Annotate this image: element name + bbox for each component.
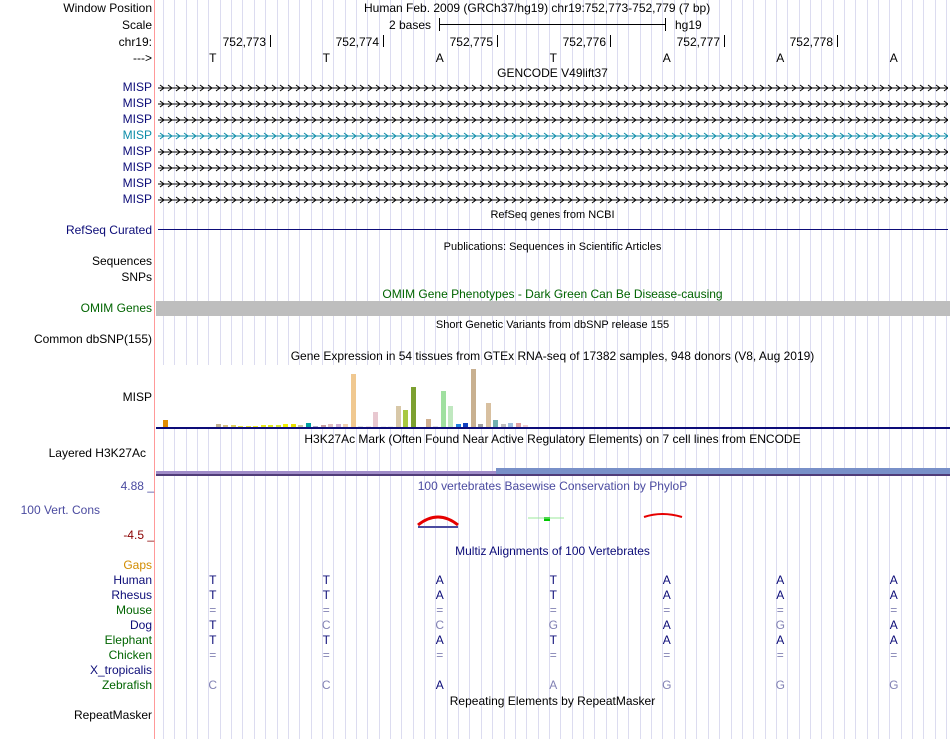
chrom-label: chr19: <box>118 35 152 49</box>
multiz-species-label[interactable]: Human <box>113 573 152 587</box>
multiz-base: A <box>549 678 558 692</box>
multiz-species-label[interactable]: Rhesus <box>111 588 152 602</box>
refseq-gene-line[interactable] <box>158 229 948 230</box>
label-separator <box>154 0 155 739</box>
gencode-transcript-label[interactable]: MISP <box>122 144 152 158</box>
ruler-position-label: 752,777 <box>676 35 720 49</box>
ruler-tick <box>724 35 725 47</box>
transcript-chevrons <box>158 195 948 205</box>
multiz-species-label[interactable]: Mouse <box>115 603 152 617</box>
reference-base: T <box>209 51 217 65</box>
gencode-transcript-label[interactable]: MISP <box>122 96 152 110</box>
multiz-base: G <box>548 618 558 632</box>
gtex-tissue-bar[interactable] <box>411 387 416 427</box>
multiz-base: T <box>322 588 330 602</box>
gtex-tissue-bar[interactable] <box>373 412 378 427</box>
grid-line <box>855 0 856 739</box>
conservation-min-label: -4.5 _ <box>123 528 154 542</box>
grid-line <box>708 0 709 739</box>
repeatmasker-track-title: Repeating Elements by RepeatMasker <box>449 694 656 708</box>
multiz-base: A <box>662 618 671 632</box>
grid-line <box>742 0 743 739</box>
multiz-base: C <box>435 618 445 632</box>
100-vert-cons-label[interactable]: 100 Vert. Cons <box>20 503 100 517</box>
multiz-base: G <box>889 678 899 692</box>
multiz-base: = <box>436 648 444 662</box>
multiz-base: A <box>776 588 785 602</box>
reference-base: A <box>889 51 898 65</box>
grid-line <box>719 0 720 739</box>
gencode-transcript-feature[interactable] <box>158 82 948 94</box>
ruler-position-label: 752,773 <box>222 35 266 49</box>
ruler-tick <box>497 35 498 47</box>
gtex-tissue-bar[interactable] <box>441 391 446 427</box>
multiz-base: T <box>209 618 217 632</box>
multiz-base: = <box>890 648 898 662</box>
multiz-base: C <box>321 678 331 692</box>
multiz-base: = <box>776 648 784 662</box>
gencode-transcript-label[interactable]: MISP <box>122 160 152 174</box>
multiz-base: T <box>322 573 330 587</box>
multiz-base: = <box>776 603 784 617</box>
grid-line <box>628 0 629 739</box>
grid-line <box>731 0 732 739</box>
ruler-tick <box>610 35 611 47</box>
multiz-base: T <box>322 633 330 647</box>
gtex-tissue-bar[interactable] <box>448 406 453 427</box>
gtex-tissue-bar[interactable] <box>471 369 476 427</box>
gaps-label[interactable]: Gaps <box>123 558 152 572</box>
transcript-chevrons <box>158 115 948 125</box>
scale-bar <box>439 24 665 25</box>
omim-gene-bar[interactable] <box>156 301 950 316</box>
transcript-chevrons <box>158 131 948 141</box>
grid-line <box>946 0 947 739</box>
ruler-tick <box>383 35 384 47</box>
transcript-chevrons <box>158 83 948 93</box>
grid-line <box>617 0 618 739</box>
grid-line <box>765 0 766 739</box>
publications-track-title: Publications: Sequences in Scientific Articles <box>443 241 662 253</box>
multiz-species-label[interactable]: Elephant <box>104 633 152 647</box>
grid-line <box>696 0 697 739</box>
multiz-track-title: Multiz Alignments of 100 Vertebrates <box>455 544 650 558</box>
gencode-transcript-feature[interactable] <box>158 114 948 126</box>
conservation-track-title: 100 vertebrates Basewise Conservation by PhyloP <box>417 479 688 493</box>
reference-base: T <box>322 51 330 65</box>
multiz-base: C <box>321 618 331 632</box>
common-dbsnp-label[interactable]: Common dbSNP(155) <box>33 332 152 346</box>
transcript-chevrons <box>158 163 948 173</box>
gtex-plot-background <box>156 365 534 427</box>
snps-label[interactable]: SNPs <box>121 270 152 284</box>
multiz-base: G <box>662 678 672 692</box>
refseq-track-title: RefSeq genes from NCBI <box>490 209 615 221</box>
gtex-track-title: Gene Expression in 54 tissues from GTEx RNA-seq of 17382 samples, 948 donors (V8, Aug 2019) <box>290 349 815 363</box>
ruler-position-label: 752,778 <box>789 35 833 49</box>
multiz-base: T <box>549 633 557 647</box>
conservation-max-label: 4.88 _ <box>120 479 154 493</box>
multiz-base: A <box>662 588 671 602</box>
multiz-base: A <box>435 588 444 602</box>
gencode-transcript-label[interactable]: MISP <box>122 112 152 126</box>
multiz-species-label[interactable]: Chicken <box>108 648 152 662</box>
multiz-base: = <box>890 603 898 617</box>
gtex-tissue-bar[interactable] <box>426 419 431 427</box>
transcript-chevrons <box>158 179 948 189</box>
h3k27ac-baseline <box>156 474 950 476</box>
scale-bases: 2 bases <box>389 18 432 32</box>
multiz-base: A <box>889 618 898 632</box>
scale-bar-right-tick <box>665 18 666 31</box>
multiz-base: G <box>775 678 785 692</box>
gtex-tissue-bar[interactable] <box>486 403 491 427</box>
multiz-base: = <box>322 648 330 662</box>
multiz-base: = <box>663 648 671 662</box>
gencode-transcript-feature[interactable] <box>158 178 948 190</box>
multiz-base: T <box>209 588 217 602</box>
gencode-transcript-feature[interactable] <box>158 130 948 142</box>
ruler-position-label: 752,774 <box>335 35 379 49</box>
dbsnp-track-title: Short Genetic Variants from dbSNP release 155 <box>435 319 670 331</box>
reference-base: A <box>435 51 444 65</box>
sequences-label[interactable]: Sequences <box>91 254 152 268</box>
reference-base: A <box>776 51 785 65</box>
gencode-transcript-label[interactable]: MISP <box>122 128 152 142</box>
gtex-baseline <box>156 427 950 429</box>
grid-line <box>640 0 641 739</box>
reference-base: T <box>549 51 557 65</box>
gtex-tissue-bar[interactable] <box>493 420 498 427</box>
gtex-tissue-bar[interactable] <box>396 406 401 427</box>
scale-assembly: hg19 <box>675 18 702 32</box>
grid-line <box>935 0 936 739</box>
grid-line <box>867 0 868 739</box>
multiz-base: C <box>208 678 218 692</box>
multiz-base: A <box>889 633 898 647</box>
grid-line <box>844 0 845 739</box>
gencode-transcript-feature[interactable] <box>158 162 948 174</box>
grid-line <box>651 0 652 739</box>
multiz-base: A <box>889 573 898 587</box>
grid-line <box>821 0 822 739</box>
grid-line <box>572 0 573 739</box>
multiz-base: A <box>889 588 898 602</box>
ruler-tick <box>270 35 271 47</box>
gencode-transcript-label[interactable]: MISP <box>122 80 152 94</box>
omim-genes-label[interactable]: OMIM Genes <box>80 301 152 315</box>
ruler-position-label: 752,776 <box>562 35 606 49</box>
refseq-curated-label[interactable]: RefSeq Curated <box>65 223 152 237</box>
multiz-species-label[interactable]: Zebrafish <box>101 678 152 692</box>
multiz-base: = <box>436 603 444 617</box>
gtex-gene-label[interactable]: MISP <box>122 390 152 404</box>
grid-line <box>753 0 754 739</box>
window-position-value: Human Feb. 2009 (GRCh37/hg19) chr19:752,773-752,779 (7 bp) <box>364 1 711 15</box>
gencode-transcript-label[interactable]: MISP <box>122 192 152 206</box>
multiz-species-label[interactable]: Dog <box>129 618 152 632</box>
omim-track-title: OMIM Gene Phenotypes - Dark Green Can Be Disease-causing <box>382 287 723 301</box>
gencode-transcript-feature[interactable] <box>158 146 948 158</box>
gencode-transcript-label[interactable]: MISP <box>122 176 152 190</box>
layered-h3k27ac-label[interactable]: Layered H3K27Ac <box>48 446 146 460</box>
multiz-species-label[interactable]: X_tropicalis <box>89 663 152 677</box>
multiz-base: A <box>662 573 671 587</box>
grid-line <box>833 0 834 739</box>
transcript-chevrons <box>158 147 948 157</box>
grid-line <box>810 0 811 739</box>
grid-line <box>606 0 607 739</box>
scale-label: Scale <box>121 18 152 32</box>
multiz-base: A <box>435 633 444 647</box>
multiz-base: A <box>776 573 785 587</box>
multiz-base: G <box>775 618 785 632</box>
gencode-transcript-feature[interactable] <box>158 194 948 206</box>
h3k27ac-track-title: H3K27Ac Mark (Often Found Near Active Regulatory Elements) on 7 cell lines from ENCODE <box>304 432 801 446</box>
grid-line <box>923 0 924 739</box>
transcript-chevrons <box>158 99 948 109</box>
gencode-transcript-feature[interactable] <box>158 98 948 110</box>
window-position-label: Window Position <box>63 1 152 15</box>
multiz-base: T <box>549 588 557 602</box>
ruler-position-label: 752,775 <box>449 35 493 49</box>
multiz-base: A <box>435 678 444 692</box>
multiz-base: = <box>209 603 217 617</box>
reference-base: A <box>662 51 671 65</box>
multiz-base: = <box>209 648 217 662</box>
multiz-base: T <box>549 573 557 587</box>
multiz-base: = <box>663 603 671 617</box>
grid-line <box>538 0 539 739</box>
multiz-base: T <box>209 633 217 647</box>
multiz-base: = <box>322 603 330 617</box>
gtex-tissue-bar[interactable] <box>403 410 408 427</box>
scale-bar-left-tick <box>439 18 440 31</box>
multiz-base: A <box>662 633 671 647</box>
phylop-conservation-plot[interactable] <box>156 505 950 535</box>
repeatmasker-label[interactable]: RepeatMasker <box>73 708 152 722</box>
gtex-tissue-bar[interactable] <box>163 420 168 427</box>
grid-line <box>912 0 913 739</box>
gencode-track-title: GENCODE V49lift37 <box>497 66 608 80</box>
grid-line <box>594 0 595 739</box>
grid-line <box>799 0 800 739</box>
multiz-base: A <box>435 573 444 587</box>
multiz-base: = <box>549 603 557 617</box>
grid-line <box>878 0 879 739</box>
multiz-base: = <box>549 648 557 662</box>
multiz-base: T <box>209 573 217 587</box>
grid-line <box>685 0 686 739</box>
grid-line <box>583 0 584 739</box>
ruler-tick <box>837 35 838 47</box>
gtex-tissue-bar[interactable] <box>351 374 356 427</box>
strand-label: ---> <box>133 51 152 65</box>
multiz-base: A <box>776 633 785 647</box>
